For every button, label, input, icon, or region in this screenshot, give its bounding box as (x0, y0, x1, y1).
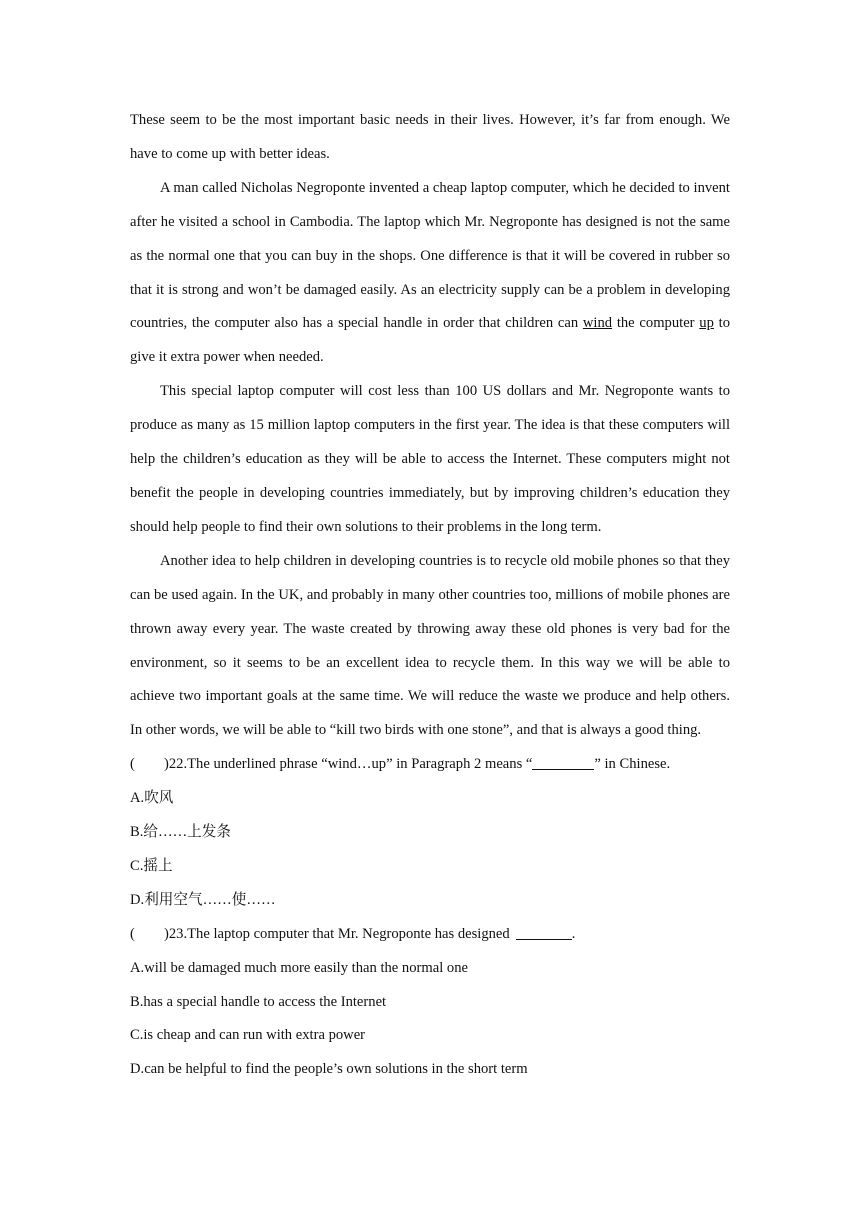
option-b[interactable]: B.has a special handle to access the Internet (130, 993, 387, 1010)
question-23 (130, 918, 730, 1088)
paragraph-cost: This special laptop computer will cost less than 100 US dollars and Mr. Negroponte wants to produce as many as 15 million laptop computers in the first year. The idea is that these computers will help the children’s education as they will be able to access the Internet. These computers might not benefit the people in developing countries immediately, but by improving children’s education they should help people to find their own solutions to their problems in the long term. (130, 383, 730, 535)
paragraph-intro-end: These seem to be the most important basic needs in their lives. However, it’s far from enough. We have to come up with better ideas. (130, 112, 730, 162)
question-text-after: ” in Chinese. (594, 756, 671, 773)
question-text-before: )23.The laptop computer that Mr. Negroponte has designed (164, 925, 510, 942)
question-text-before: )22.The underlined phrase “wind…up” in Paragraph 2 means “ (164, 756, 533, 773)
answer-bracket[interactable]: ( (130, 756, 135, 773)
question-stem (130, 918, 730, 952)
paragraph-laptop (130, 172, 730, 375)
option-b[interactable]: B.给……上发条 (130, 824, 231, 841)
underlined-word-wind: wind (582, 315, 613, 332)
underlined-word-up: up (699, 315, 714, 332)
option-c[interactable]: C.摇上 (130, 857, 173, 874)
question-text-after: . (571, 925, 576, 942)
document-page (130, 104, 730, 1087)
answer-blank (532, 755, 594, 771)
option-a[interactable]: A.吹风 (130, 790, 174, 807)
option-c[interactable]: C.is cheap and can run with extra power (130, 1027, 366, 1044)
question-stem (130, 748, 730, 782)
option-a[interactable]: A.will be damaged much more easily than the normal one (130, 959, 468, 976)
paragraph-laptop-text-c: to give it extra power when needed. (130, 315, 730, 366)
option-d[interactable]: D.利用空气……使…… (130, 891, 276, 908)
paragraph-recycle: Another idea to help children in developing countries is to recycle old mobile phones so that they can be used again. In the UK, and probably in many other countries too, millions of mobile phones are thrown away every year. The waste created by throwing away these old phones is very bad for the environment, so it seems to be an excellent idea to recycle them. In this way we will be able to achieve two important goals at the same time. We will reduce the waste we produce and help others. In other words, we will be able to “kill two birds with one stone”, and that is always a good thing. (130, 552, 730, 739)
option-d[interactable]: D.can be helpful to find the people’s own solutions in the short term (130, 1061, 528, 1078)
paragraph-laptop-text-b: the computer (612, 315, 700, 332)
question-22 (130, 748, 730, 918)
paragraph-laptop-text-a: A man called Nicholas Negroponte invented a cheap laptop computer, which he decided to invent after he visited a school in Cambodia. The laptop which Mr. Negroponte has designed is not the same as the normal one that you can buy in the shops. One difference is that it will be covered in rubber so that it is strong and won’t be damaged easily. As an electricity supply can be a problem in developing countries, the computer also has a special handle in order that children can (130, 179, 730, 332)
answer-blank (516, 924, 572, 940)
answer-bracket[interactable]: ( (130, 925, 135, 942)
